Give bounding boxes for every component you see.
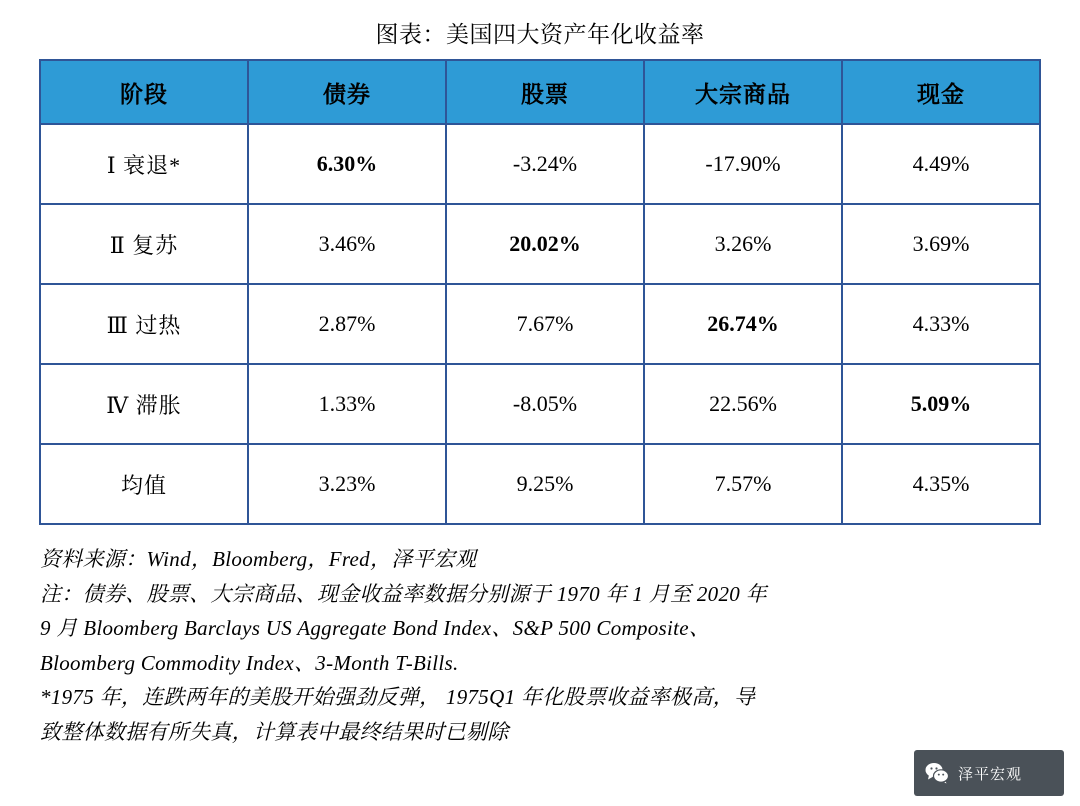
cell-bonds: 6.30% [248, 124, 446, 204]
cell-bonds: 3.23% [248, 444, 446, 524]
column-header-cash: 现金 [842, 60, 1040, 124]
cell-stocks: 20.02% [446, 204, 644, 284]
table-header-row [40, 60, 1040, 124]
note-line: 致整体数据有所失真，计算表中最终结果时已剔除 [40, 719, 509, 744]
column-header-stage: 阶段 [40, 60, 248, 124]
table-row [40, 204, 1040, 284]
table-row [40, 284, 1040, 364]
watermark-badge [914, 750, 1064, 796]
stage-label: Ⅰ 衰退* [40, 124, 248, 204]
stage-label: Ⅲ 过热 [40, 284, 248, 364]
cell-cash: 4.33% [842, 284, 1040, 364]
cell-stocks: 9.25% [446, 444, 644, 524]
table-body [40, 124, 1040, 524]
cell-bonds: 1.33% [248, 364, 446, 444]
cell-stocks: 7.67% [446, 284, 644, 364]
stage-label: 均值 [40, 444, 248, 524]
note-line: Bloomberg Commodity Index、3-Month T-Bills. [40, 650, 459, 675]
cell-commodities: -17.90% [644, 124, 842, 204]
cell-commodities: 26.74% [644, 284, 842, 364]
note-line: *1975 年，连跌两年的美股开始强劲反弹， 1975Q1 年化股票收益率极高，导 [40, 685, 756, 710]
cell-cash: 4.49% [842, 124, 1040, 204]
returns-table [39, 59, 1041, 525]
column-header-bonds: 债券 [248, 60, 446, 124]
stage-label: Ⅳ 滞胀 [40, 364, 248, 444]
cell-cash: 3.69% [842, 204, 1040, 284]
stage-label: Ⅱ 复苏 [40, 204, 248, 284]
page-title: 图表：美国四大资产年化收益率 [375, 22, 705, 47]
watermark-label: 泽平宏观 [958, 765, 1023, 783]
column-header-commodities: 大宗商品 [644, 60, 842, 124]
note-line: 9 月 Bloomberg Barclays US Aggregate Bond Index、S&P 500 Composite、 [40, 616, 711, 641]
cell-cash: 5.09% [842, 364, 1040, 444]
note-line: 注：债券、股票、大宗商品、现金收益率数据分别源于 1970 年 1 月至 2020 年 [40, 581, 767, 606]
table-row [40, 124, 1040, 204]
cell-bonds: 2.87% [248, 284, 446, 364]
table-row [40, 364, 1040, 444]
cell-commodities: 3.26% [644, 204, 842, 284]
column-header-stocks: 股票 [446, 60, 644, 124]
cell-stocks: -8.05% [446, 364, 644, 444]
cell-bonds: 3.46% [248, 204, 446, 284]
wechat-icon [924, 760, 950, 786]
table-notes [40, 543, 1040, 748]
table-row [40, 444, 1040, 524]
note-source: 资料来源：Wind，Bloomberg，Fred，泽平宏观 [40, 547, 477, 571]
cell-commodities: 7.57% [644, 444, 842, 524]
cell-stocks: -3.24% [446, 124, 644, 204]
table-header [40, 60, 1040, 124]
cell-commodities: 22.56% [644, 364, 842, 444]
cell-cash: 4.35% [842, 444, 1040, 524]
